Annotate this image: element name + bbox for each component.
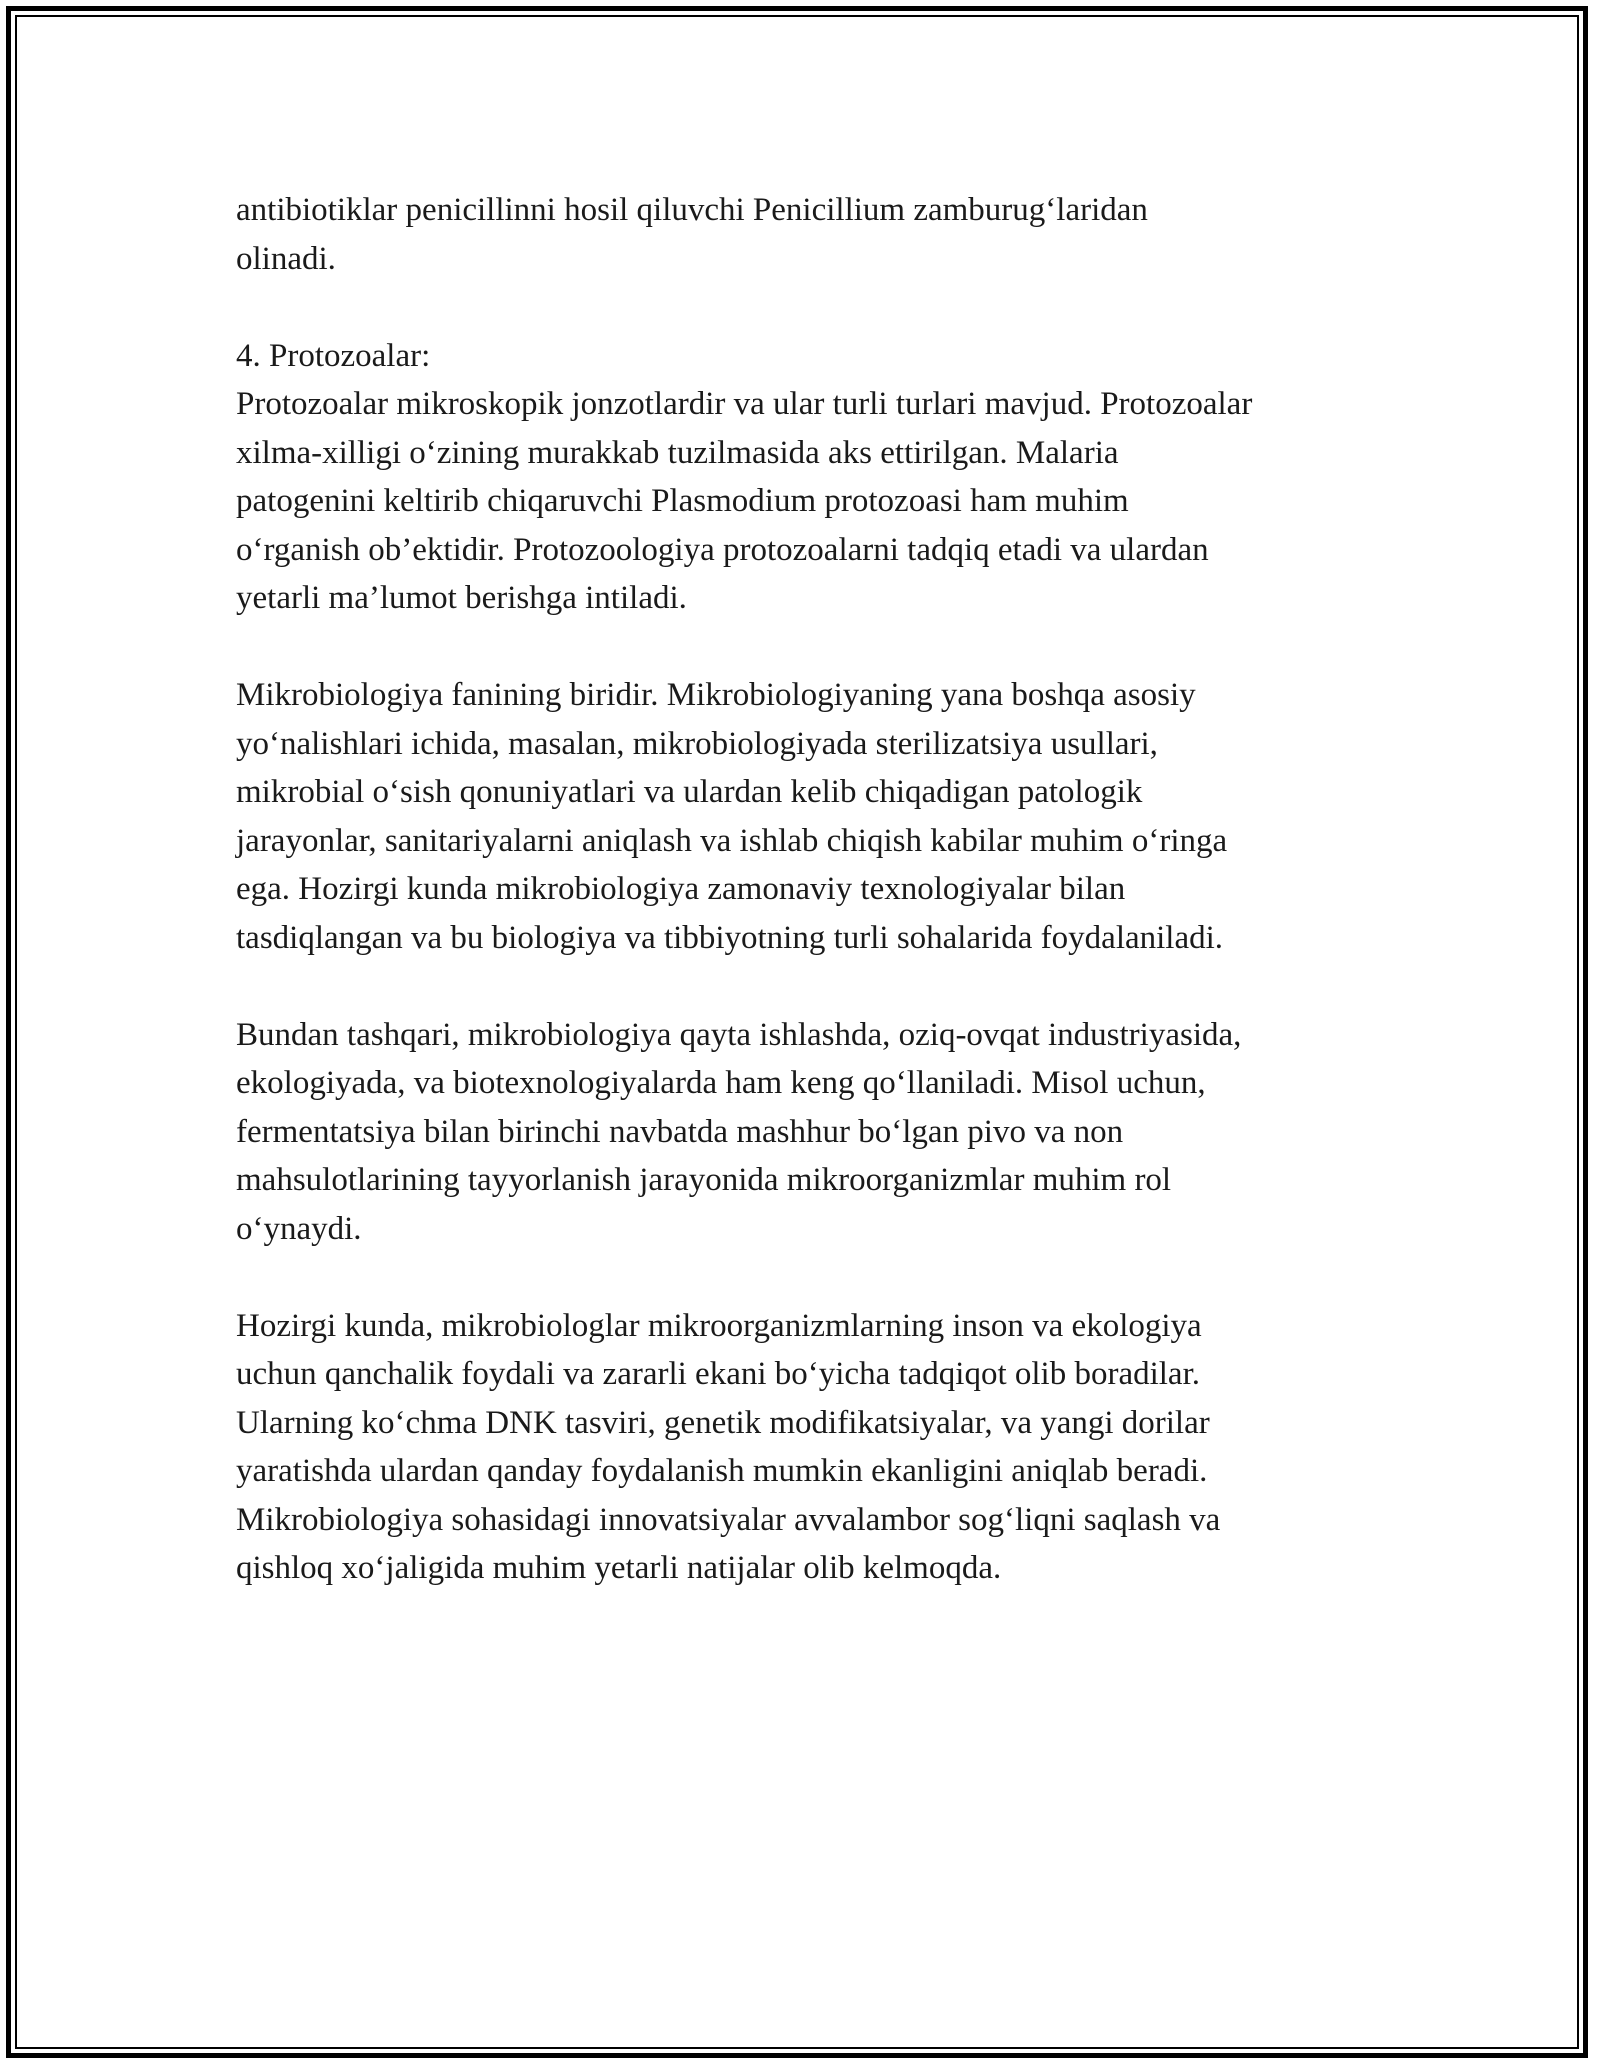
text-line: yaratishda ulardan qanday foydalanish mumkin ekanligini aniqlab beradi.	[236, 1453, 1208, 1489]
text-line: uchun qanchalik foydali va zararli ekani bo‘yicha tadqiqot olib boradilar.	[236, 1356, 1200, 1392]
text-line: tasdiqlangan va bu biologiya va tibbiyotning turli sohalarida foydalaniladi.	[236, 919, 1224, 956]
text-line: yo‘nalishlari ichida, masalan, mikrobiologiyada sterilizatsiya usullari,	[236, 725, 1158, 762]
text-line: Bundan tashqari, mikrobiologiya qayta ishlashda, oziq-ovqat industriyasida,	[236, 1016, 1242, 1053]
text-line: o‘rganish ob’ektidir. Protozoologiya protozoalarni tadqiq etadi va ulardan	[236, 531, 1209, 568]
text-line: antibiotiklar penicillinni hosil qiluvchi Penicillium zamburug‘laridan	[236, 192, 1148, 228]
section-heading: 4. Protozoalar:	[236, 337, 431, 374]
document-body	[236, 186, 1376, 1641]
text-line: mahsulotlarining tayyorlanish jarayonida mikroorganizmlar muhim rol	[236, 1162, 1172, 1198]
text-line: jarayonlar, sanitariyalarni aniqlash va ishlab chiqish kabilar muhim o‘ringa	[236, 822, 1228, 859]
text-line: qishloq xo‘jaligida muhim yetarli natijalar olib kelmoqda.	[236, 1550, 1002, 1586]
industry-paragraph	[236, 1011, 1376, 1254]
text-line: fermentatsiya bilan birinchi navbatda mashhur bo‘lgan pivo va non	[236, 1113, 1124, 1150]
research-paragraph	[236, 1302, 1376, 1593]
text-line: xilma-xilligi o‘zining murakkab tuzilmasida aks ettirilgan. Malaria	[236, 434, 1119, 471]
text-line: olinadi.	[236, 240, 336, 277]
text-line: ega. Hozirgi kunda mikrobiologiya zamonaviy texnologiyalar bilan	[236, 871, 1126, 907]
text-line: yetarli ma’lumot berishga intiladi.	[236, 580, 687, 616]
text-line: ekologiyada, va biotexnologiyalarda ham keng qo‘llaniladi. Misol uchun,	[236, 1065, 1206, 1101]
text-line: Mikrobiologiya fanining biridir. Mikrobiologiyaning yana boshqa asosiy	[236, 677, 1196, 713]
intro-paragraph	[236, 186, 1376, 283]
text-line: Protozoalar mikroskopik jonzotlardir va ular turli turlari mavjud. Protozoalar	[236, 386, 1253, 422]
protozoa-section	[236, 332, 1376, 623]
text-line: Hozirgi kunda, mikrobiologlar mikroorganizmlarning inson va ekologiya	[236, 1307, 1202, 1344]
microbiology-paragraph	[236, 671, 1376, 962]
text-line: Ularning ko‘chma DNK tasviri, genetik modifikatsiyalar, va yangi dorilar	[236, 1404, 1210, 1441]
text-line: o‘ynaydi.	[236, 1210, 362, 1247]
text-line: patogenini keltirib chiqaruvchi Plasmodium protozoasi ham muhim	[236, 483, 1129, 519]
text-line: Mikrobiologiya sohasidagi innovatsiyalar avvalambor sog‘liqni saqlash va	[236, 1501, 1221, 1538]
text-line: mikrobial o‘sish qonuniyatlari va ulardan kelib chiqadigan patologik	[236, 774, 1143, 810]
